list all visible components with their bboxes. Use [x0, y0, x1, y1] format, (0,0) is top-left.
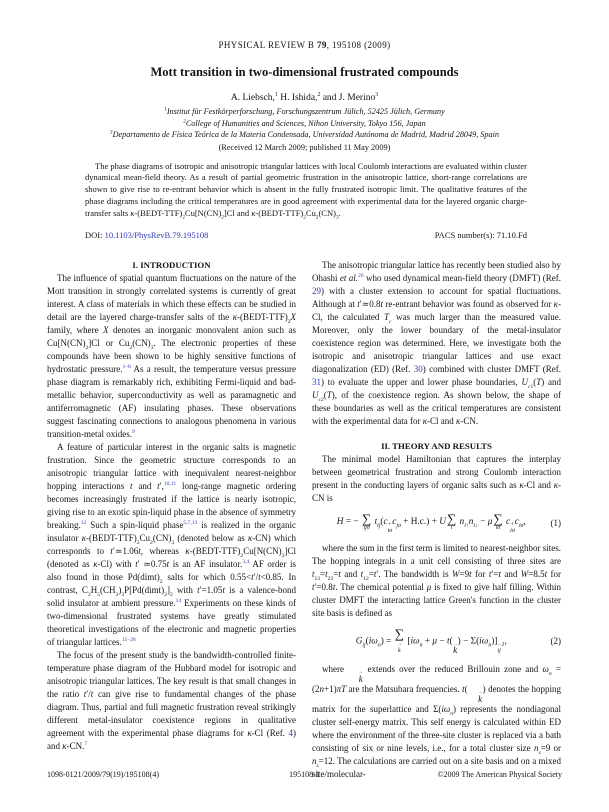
footer-copyright: ©2009 The American Physical Society: [437, 770, 563, 779]
footer-page-number: 195108-1: [289, 770, 320, 779]
left-column: [47, 259, 296, 753]
affiliation-line-3: $^3$Departamento de Física Teórica de la Materia Condensada, Universidad Autónoma de Madrid, Madrid 28049, Spain: [110, 129, 499, 139]
section-heading-introduction: I. INTRODUCTION: [132, 260, 211, 271]
journal-header: PHYSICAL REVIEW B 79, 195108 (2009): [218, 40, 391, 50]
hamiltonian-intro-paragraph: The minimal model Hamiltonian that captures the interplay between geometrical frustration and strong Coulomb interaction present in the conducting layers of organic salts such as κ-Cl and κ-CN is: [312, 454, 562, 504]
received-line: (Received 12 March 2009; published 11 May 2009): [218, 142, 391, 152]
doi-link[interactable]: 10.1103/PhysRevB.79.195108: [104, 230, 209, 241]
brillouin-zone-paragraph: where → k extends over the reduced Brillouin zone and $\omega_n =(2n+1)\pi T$ are the Matsubara frequencies. t( → k ) denotes the hopping matrix for the superlattice and $\Sigma(i\omega_n)$ represents the nondiagonal cluster self-energy matrix. This self energy is calculated within ED where the environment of the three-site cluster is replaced via a bath consisting of six or nine levels, i.e., for a total cluster size $n_s=9$ or $n_s=12$. The calculations are carried out on a site basis and on a mixed site/molecular-: [312, 663, 561, 779]
intro-paragraph-3: The focus of the present study is the bandwidth-controlled finite-temperature phase diagram of the Hubbard model for isotropic and anisotropic triangular lattices. The key result is that small changes in the ratio t′/t can give rise to fundamental changes of the phase diagram. Thus, partial and full magnetic frustration reveal strikingly different metal-insulator coexistence regions in qualitative agreement with the experimental phase diagrams for κ-Cl (Ref. 4) and κ-CN.$^7$: [47, 650, 296, 752]
doi-label: DOI:: [85, 230, 103, 241]
equation-1-body: H = − ∑ ijσ $t_{ij}(c$ + iσ $c_{j\sigma} + H.c.) + U$ ∑ i $n_{i↑}n_{i↓} - \mu$ ∑ iσ c + iσ $c_{i\sigma}$,: [336, 511, 526, 535]
authors-line: A. Liebsch,$^1$ H. Ishida,$^2$ and J. Merino$^3$: [230, 91, 379, 103]
hopping-integrals-paragraph: where the sum in the first term is limited to nearest-neighbor sites. The hopping integrals in a unit cell consisting of three sites are $t_{13}=t_{23}=t$ and $t_{12}=t'$. The bandwidth is W=9t for t′=t and W=8.5t for t′=0.8t. The chemical potential μ is fixed to give half filling. Within cluster DMFT the interacting lattice Green's function in the cluster site basis is defined as: [312, 543, 562, 619]
footer-issn: 1098-0121/2009/79(19)/195108(4): [47, 770, 159, 779]
abstract-text: The phase diagrams of isotropic and anisotropic triangular lattices with local Coulomb interactions are evaluated within cluster dynamical mean-field theory. As a result of partial geometric frustration in the anisotropic lattice, short-range correlations are shown to give rise to re-entrant behavior which is absent in the fully frustrated isotropic limit. The qualitative features of the phase diagrams including the critical temperatures are in good agreement with experimental data for the layered organic charge-transfer salts $\kappa-(BEDT-TTF)_2Cu[N(CN)_2]Cl$ and $\kappa-(BEDT-TTF)_2Cu_2(CN)_3$.: [85, 160, 527, 221]
intro-paragraph-1: The influence of spatial quantum fluctuations on the nature of the Mott transition in strongly correlated systems is currently of great interest. A class of materials in which these effects can be studied in detail are the layered charge-transfer salts of the $\kappa-(BEDT-TTF)_2X$ family, where X denotes an inorganic monovalent anion such as $Cu[N(CN)_2]Cl$ or $Cu_2(CN)_3$. The electronic properties of these compounds have been shown to be highly sensitive functions of hydrostatic pressure.$^{1-8}$ As a result, the temperature versus pressure phase diagram is remarkably rich, exhibiting Fermi-liquid and bad-metallic behavior, superconductivity as well as paramagnetic and antiferromagnetic (AF) insulating phases. These observations suggest fascinating connections to analogous phenomena in various transition-metal oxides.$^9$: [47, 273, 297, 440]
equation-1: [312, 513, 561, 534]
affiliations-block: [0, 106, 609, 141]
equation-1-number: (1): [550, 518, 561, 529]
equation-2-body: $G_{ij}(i\omega_n)$ = ∑ → k [$i\omega_n + \mu - t$( → k ) − $\Sigma(i\omega_n)$] −1 ij ,: [355, 626, 507, 656]
affiliation-line-2: $^2$College of Humanities and Sciences, Nihon University, Tokyo 156, Japan: [183, 117, 426, 128]
affiliation-line-1: $^1$Institut für Festkörperforschung, Forschungszentrum Jülich, 52425 Jülich, Germany: [164, 106, 445, 116]
section-heading-theory: II. THEORY AND RESULTS: [381, 441, 492, 452]
doi-pacs-row: [85, 230, 527, 240]
right-column: [312, 259, 561, 781]
pacs-number: PACS number(s): 71.10.Fd: [434, 230, 527, 241]
doi-line: [85, 230, 208, 240]
intro-paragraph-2: A feature of particular interest in the organic salts is magnetic frustration. Since the geometric structure corresponds to an anisotropic triangular lattice with inequivalent nearest-neighbor hopping interactions t and t′,$^{10,11}$ long-range magnetic ordering becomes increasingly frustrated if the lattice is nearly isotropic, giving rise to an exotic spin-liquid phase in the absence of symmetry breaking.$^{12}$ Such a spin-liquid phase$^{5,7,13}$ is realized in the organic insulator $\kappa-(BEDT-TTF)_2Cu_2(CN)_3$ (denoted below as κ-CN) which corresponds to t′≃1.06t, whereas $\kappa-(BEDT-TTF)_2Cu[N(CN)_2]Cl$ (denoted as κ-Cl) with t′ ≃0.75t is an AF insulator.$^{3,4}$ AF order is also found in those $Pd(dimt)_2$ salts for which 0.55<t′/t<0.85. In contrast, $C_2H_5(CH_3)_3P[Pd(dimt)_2]_2$ with t′=1.05t is a valence-bond solid insulator at ambient pressure.$^{14}$ Experiments on these kinds of two-dimensional frustrated systems have greatly stimulated theoretical investigations of the electronic and magnetic properties of triangular lattices.$^{15-28}$: [47, 442, 297, 648]
equation-2-number: (2): [550, 636, 561, 647]
equation-2: [312, 628, 561, 655]
two-column-body: [47, 259, 562, 781]
anisotropic-lattice-paragraph: The anisotropic triangular lattice has recently been studied also by Ohashi et al.$^{26}$ who used dynamical mean-field theory (DMFT) (Ref. 29) with a cluster extension to account for spatial fluctuations. Although at t′≃0.8t re-entrant behavior was found as observed for κ-Cl, the calculated $T_c$ was much larger than the measured value. Moreover, only the lower boundary of the metal-insulator coexistence region was determined. Here, we investigate both the isotropic and anisotropic triangular lattices and use exact diagonalization (ED) (Ref. 30) combined with cluster DMFT (Ref. 31) to evaluate the upper and lower phase boundaries, $U_{c1}(T)$ and $U_{c2}(T)$, of the coexistence region. As shown below, the shape of these boundaries as well as the critical temperatures are consistent with the experimental data for κ-Cl and κ-CN.: [312, 260, 562, 427]
page-footer: [47, 770, 562, 779]
paper-title: Mott transition in two-dimensional frustrated compounds: [150, 65, 459, 79]
